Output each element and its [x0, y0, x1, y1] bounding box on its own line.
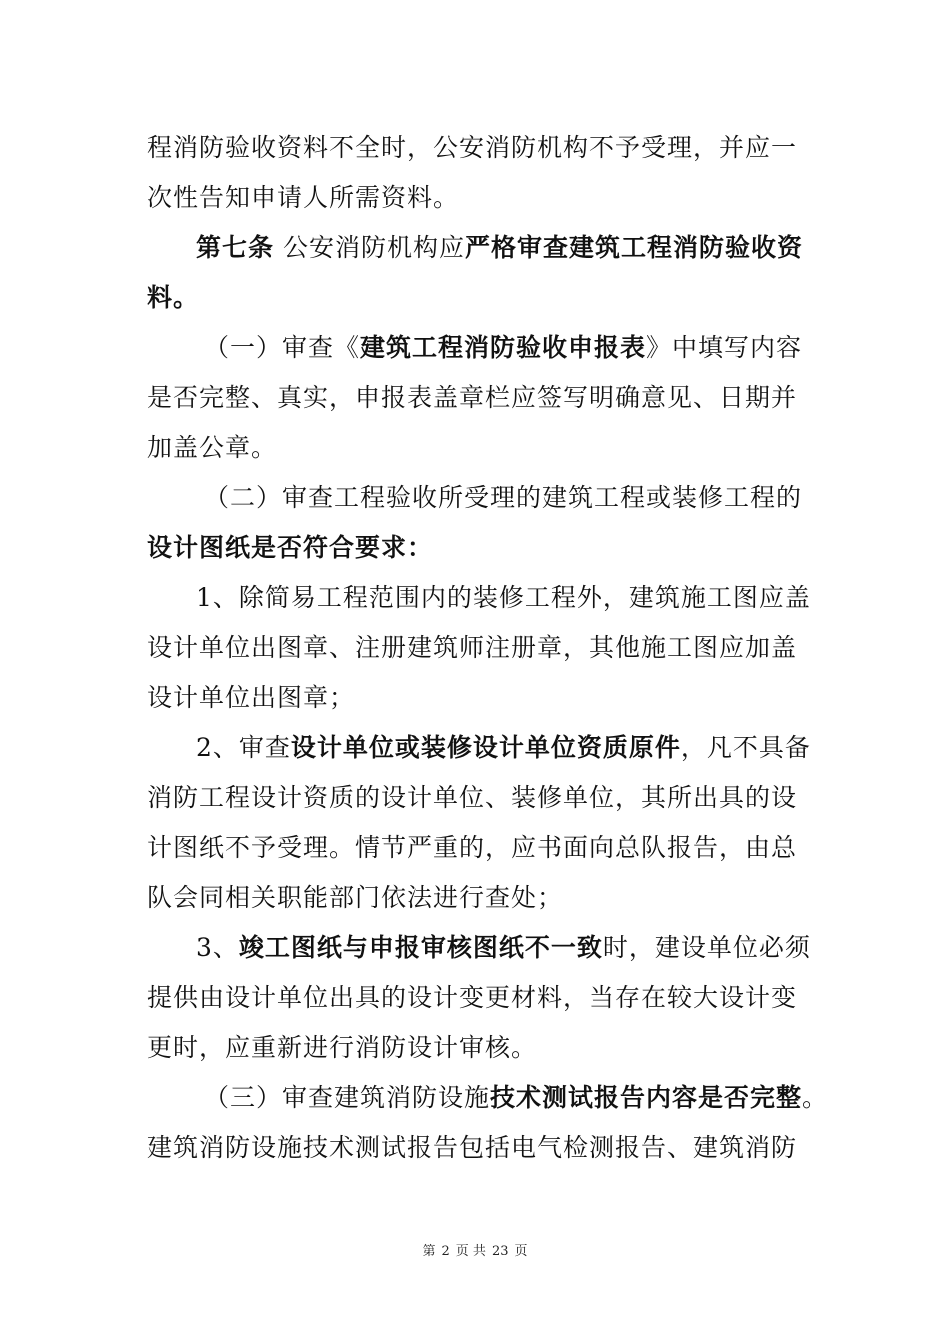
text-line: [0, 778, 950, 818]
text-line: [0, 128, 950, 168]
text-segment: 》中填写内容: [646, 333, 803, 362]
text-segment: （二）审查工程验收所受理的建筑工程或装修工程的: [204, 483, 803, 512]
text-line: [0, 928, 950, 968]
bold-text: 设计图纸是否符合要求：: [147, 533, 434, 562]
text-segment: 3、: [196, 933, 239, 962]
text-segment: 是否完整、真实，申报表盖章栏应签写明确意见、日期并: [147, 383, 798, 412]
text-segment: 程消防验收资料不全时，公安消防机构不予受理，并应一: [147, 133, 798, 162]
text-segment: 1、除简易工程范围内的装修工程外，建筑施工图应盖: [196, 583, 811, 612]
bold-text: 料。: [147, 283, 200, 312]
footer-prefix: 第: [422, 1244, 436, 1259]
footer-total-pages: 23: [491, 1244, 509, 1259]
text-segment: 消防工程设计资质的设计单位、装修单位，其所出具的设: [147, 783, 798, 812]
text-line: [0, 728, 950, 768]
text-line: [0, 478, 950, 518]
text-segment: 2、审查: [196, 733, 291, 762]
text-segment: 次性告知申请人所需资料。: [147, 183, 460, 212]
text-segment: 建筑消防设施技术测试报告包括电气检测报告、建筑消防: [147, 1133, 798, 1162]
bold-text: 第七条: [196, 233, 275, 262]
footer-middle: 页 共: [455, 1244, 486, 1259]
page-footer: [0, 1242, 950, 1262]
text-segment: 公安消防机构应: [274, 233, 465, 262]
text-segment: 加盖公章。: [147, 433, 278, 462]
text-line: [0, 328, 950, 368]
footer-page-number: 2: [441, 1244, 450, 1259]
text-segment: 提供由设计单位出具的设计变更材料，当存在较大设计变: [147, 983, 798, 1012]
text-segment: 计图纸不予受理。情节严重的，应书面向总队报告，由总: [147, 833, 798, 862]
bold-text: 技术测试报告内容是否完整: [490, 1083, 803, 1112]
text-line: [0, 378, 950, 418]
text-line: [0, 678, 950, 718]
text-segment: 设计单位出图章、注册建筑师注册章，其他施工图应加盖: [147, 633, 798, 662]
text-segment: （三）审查建筑消防设施: [204, 1083, 491, 1112]
bold-text: 严格审查建筑工程消防验收资: [464, 233, 803, 262]
text-segment: 设计单位出图章；: [147, 683, 356, 712]
text-line: [0, 578, 950, 618]
text-line: [0, 1128, 950, 1168]
text-line: [0, 178, 950, 218]
text-line: [0, 428, 950, 468]
text-line: [0, 1078, 950, 1118]
text-segment: ，凡不具备: [680, 733, 811, 762]
text-segment: 时，建设单位必须: [602, 933, 811, 962]
text-line: [0, 878, 950, 918]
bold-text: 竣工图纸与申报审核图纸不一致: [238, 933, 603, 962]
text-line: [0, 278, 950, 318]
bold-text: 建筑工程消防验收申报表: [360, 333, 647, 362]
footer-suffix: 页: [514, 1244, 528, 1259]
text-line: [0, 1028, 950, 1068]
text-segment: 队会同相关职能部门依法进行查处；: [147, 883, 564, 912]
text-line: [0, 528, 950, 568]
bold-text: 设计单位或装修设计单位资质原件: [290, 733, 681, 762]
text-segment: 。: [802, 1083, 829, 1112]
text-segment: （一）审查《: [204, 333, 361, 362]
text-line: [0, 828, 950, 868]
text-line: [0, 228, 950, 268]
text-line: [0, 628, 950, 668]
text-segment: 更时，应重新进行消防设计审核。: [147, 1033, 538, 1062]
text-line: [0, 978, 950, 1018]
